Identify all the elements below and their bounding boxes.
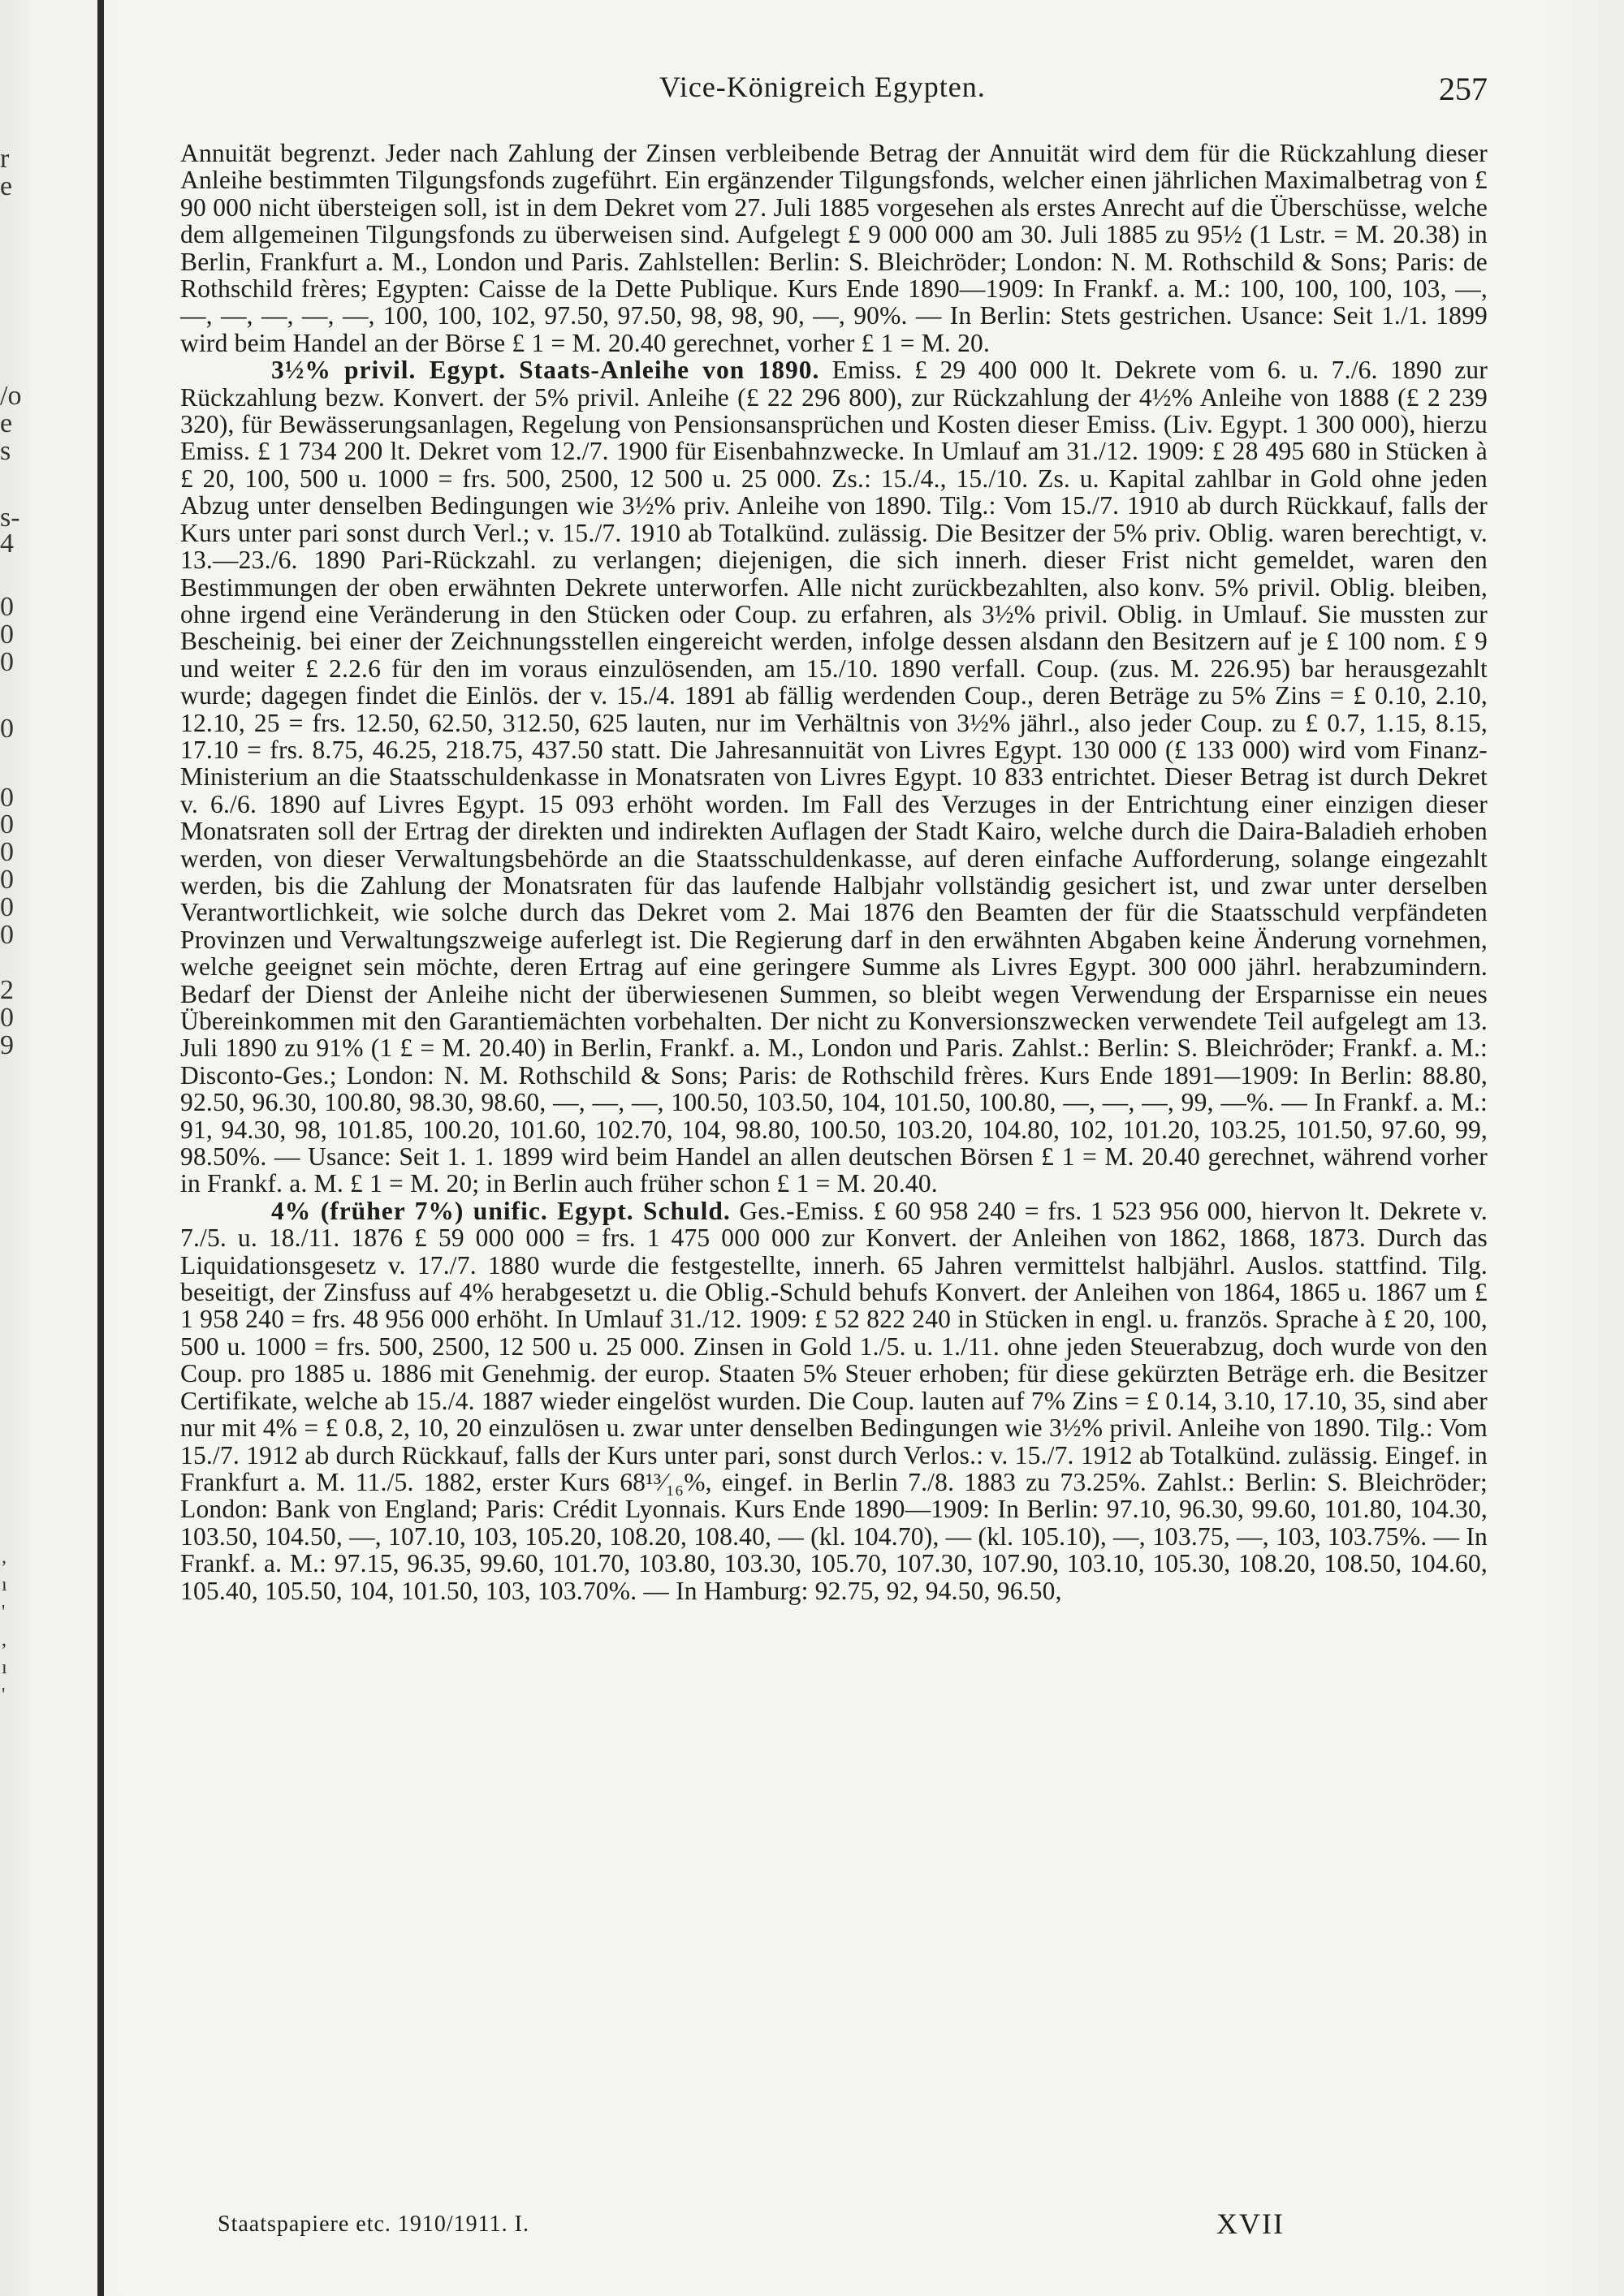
margin-speck: ' <box>2 1685 6 1706</box>
page-header <box>180 70 1488 119</box>
running-head: Vice-Königreich Egypten. <box>659 71 986 103</box>
margin-fragment: 0 <box>0 920 14 950</box>
page-number: 257 <box>1439 71 1488 107</box>
margin-fragment: 0 <box>0 783 14 813</box>
signature-mark: XVII <box>1216 2208 1285 2240</box>
margin-fragment: 0 <box>0 809 14 839</box>
section-title: 3½% privil. Egypt. Staats-Anleihe von 1890. <box>271 356 820 385</box>
paragraph-text: Ges.-Emiss. £ 60 958 240 = frs. 1 523 956 000, hiervon lt. Dekrete v. 7./5. u. 18./11. 1876 £ 59 000 000 = frs. 1 475 000 000 zur Konvert. der Anleihen von 1862, 1868, 1873. Durch das Liquidationsgesetz v. 17./7. 1880 wurde die festgestellte, innerh. 65 Jahren vermittelst halbjährl. Auslos. stattfind. Tilg. beseitigt, der Zinsfuss auf 4% herabgesetzt u. die Oblig.-Schuld behufs Konvert. der Anleihen von 1864, 1865 u. 1867 um £ 1 958 240 = frs. 48 956 000 erhöht. In Umlauf 31./12. 1909: £ 52 822 240 in Stücken in engl. u. französ. Sprache à £ 20, 100, 500 u. 1000 = frs. 500, 2500, 12 500 u. 25 000. Zinsen in Gold 1./5. u. 1./11. ohne jeden Steuerabzug, doch wurde von den Coup. pro 1885 u. 1886 mit Genehmig. der europ. Staaten 5% Steuer erhoben; für diese gekürzten Beträge erh. die Besitzer Certifikate, welche ab 15./4. 1887 wieder eingelöst wurden. Die Coup. lauten auf 7% Zins = £ 0.14, 3.10, 17.10, 35, sind aber nur mit 4% = £ 0.8, 2, 10, 20 einzulösen u. zwar unter denselben Bedingungen wie 3½% privil. Anleihe von 1890. Tilg.: Vom 15./7. 1912 ab durch Rückkauf, falls der Kurs unter pari, sonst durch Verlos.: v. 15./7. 1912 ab Totalkünd. zulässig. Eingef. in Frankfurt a. M. 11./5. 1882, erster Kurs 68¹³⁄₁₆%, eingef. in Berlin 7./8. 1883 zu 73.25%. Zahlst.: Berlin: S. Bleichröder; London: Bank von England; Paris: Crédit Lyonnais. Kurs Ende 1890—1909: In Berlin: 97.10, 96.30, 99.60, 101.80, 104.30, 103.50, 104.50, —, 107.10, 103, 105.20, 108.20, 108.40, — (kl. 104.70), — (kl. 105.10), —, 103.75, —, 103, 103.75%. — In Frankf. a. M.: 97.15, 96.35, 99.60, 101.70, 103.80, 103.30, 105.70, 107.30, 107.90, 103.10, 105.30, 108.20, 108.50, 104.60, 105.40, 105.50, 104, 101.50, 103, 103.70%. — In Hamburg: 92.75, 92, 94.50, 96.50, <box>180 1196 1488 1605</box>
body-text <box>180 140 1488 1604</box>
adjacent-page-margin <box>0 0 32 2296</box>
margin-fragment: r <box>0 144 10 174</box>
margin-fragment: e <box>0 171 13 201</box>
margin-fragment: 0 <box>0 592 14 622</box>
paragraph-text: Emiss. £ 29 400 000 lt. Dekrete vom 6. u. 7./6. 1890 zur Rückzahlung bezw. Konvert. der 5% privil. Anleihe (£ 22 296 800), zur Rückzahlung der 4½% Anleihe von 1888 (£ 2 239 320), für Bewässerungsanlagen, Regelung von Pensionsansprüchen und Kosten dieser Emiss. (Liv. Egypt. 1 300 000), hierzu Emiss. £ 1 734 200 lt. Dekret vom 12./7. 1900 für Eisenbahnzwecke. In Umlauf am 31./12. 1909: £ 28 495 680 in Stücken à £ 20, 100, 500 u. 1000 = frs. 500, 2500, 12 500 u. 25 000. Zs.: 15./4., 15./10. Zs. u. Kapital zahlbar in Gold ohne jeden Abzug unter denselben Bedingungen wie 3½% priv. Anleihe von 1890. Tilg.: Vom 15./7. 1910 ab durch Rückkauf, falls der Kurs unter pari sonst durch Verl.; v. 15./7. 1910 ab Totalkünd. zulässig. Die Besitzer der 5% priv. Oblig. waren berechtigt, v. 13.—23./6. 1890 Pari-Rückzahl. zu verlangen; diejenigen, die sich innerh. dieser Frist nicht gemeldet, waren den Bestimmungen der oben erwähnten Dekrete unterworfen. Alle nicht zurückbezahlten, also konv. 5% privil. Oblig. bleiben, ohne irgend eine Veränderung in den Stücken oder Coup. zu erfahren, als 3½% privil. Oblig. in Umlauf. Sie mussten zur Bescheinig. bei einer der Zeichnungsstellen eingereicht werden, infolge dessen alsdann den Besitzern auf je £ 100 nom. £ 9 und weiter £ 2.2.6 für den im voraus einzulösenden, am 15./10. 1890 verfall. Coup. (zus. M. 226.95) bar herausgezahlt wurde; dagegen findet die Einlös. der v. 15./4. 1891 ab fällig werdenden Coup., deren Beträge zu 5% Zins = £ 0.10, 2.10, 12.10, 25 = frs. 12.50, 62.50, 312.50, 625 lauten, nur im Verhältnis von 3½% jährl., also jeder Coup. zu £ 0.7, 1.15, 8.15, 17.10 = frs. 8.75, 46.25, 218.75, 437.50 statt. Die Jahresannuität von Livres Egypt. 130 000 (£ 133 000) wird vom Finanz-Ministerium an die Staatsschuldenkasse in Monatsraten von Livres Egypt. 10 833 entrichtet. Dieser Betrag ist durch Dekret v. 6./6. 1890 auf Livres Egypt. 15 093 erhöht worden. Im Fall des Verzuges in der Entrichtung einer einzigen dieser Monatsraten soll der Ertrag der direkten und indirekten Auflagen der Stadt Kairo, welche durch die Daira-Baladieh erhoben werden, von dieser Verwaltungsbehörde an die Staatsschuldenkasse, auf deren einfache Aufforderung, solange eingezahlt werden, bis die Zahlung der Monatsraten für das laufende Halbjahr vollständig gesichert ist, und zwar unter derselben Verantwortlichkeit, wie solche durch das Dekret vom 2. Mai 1876 den Beamten der für die Staatsschuld verpfändeten Provinzen und Verwaltungszweige auferlegt ist. Die Regierung darf in den erwähnten Abgaben keine Änderung vornehmen, welche geeignet sein möchte, deren Ertrag auf eine geringere Summe als Livres Egypt. 300 000 jährl. herabzumindern. Bedarf der Dienst der Anleihe nicht der überwiesenen Summen, so bleibt wegen Verwendung der Ersparnisse ein neues Übereinkommen mit den Garantiemächten vorbehalten. Der nicht zu Konversionszwecken verwendete Teil aufgelegt am 13. Juli 1890 zu 91% (1 £ = M. 20.40) in Berlin, Frankf. a. M., London und Paris. Zahlst.: Berlin: S. Bleichröder; Frankf. a. M.: Disconto-Ges.; London: N. M. Rothschild & Sons; Paris: de Rothschild frères. Kurs Ende 1891—1909: In Berlin: 88.80, 92.50, 96.30, 100.80, 98.30, 98.60, —, —, —, 100.50, 103.50, 104, 101.50, 100.80, —, —, —, 99, —%. — In Frankf. a. M.: 91, 94.30, 98, 101.85, 100.20, 101.60, 102.70, 104, 98.80, 100.50, 103.20, 104.80, 102, 101.20, 103.25, 101.50, 97.60, 99, 98.50%. — Usance: Seit 1. 1. 1899 wird beim Handel an allen deutschen Börsen £ 1 = M. 20.40 gerechnet, während vorher in Frankf. a. M. £ 1 = M. 20; in Berlin auch früher schon £ 1 = M. 20.40. <box>180 356 1488 1198</box>
margin-fragment: 0 <box>0 837 14 867</box>
margin-fragment: e <box>0 408 13 438</box>
margin-fragment: 4 <box>0 529 14 559</box>
margin-fragment: /o <box>0 381 22 411</box>
margin-fragment: 0 <box>0 619 14 650</box>
paragraph <box>180 140 1488 356</box>
margin-speck: , <box>2 1629 6 1651</box>
section-title: 4% (früher 7%) unific. Egypt. Schuld. <box>271 1196 731 1225</box>
margin-fragment: s <box>0 436 11 466</box>
margin-fragment: 9 <box>0 1030 14 1060</box>
margin-speck: , <box>2 1547 6 1568</box>
paragraph <box>180 356 1488 1198</box>
page-footer <box>218 2207 1338 2247</box>
margin-fragment: s- <box>0 503 20 533</box>
binding-gutter-line <box>97 0 104 2296</box>
margin-fragment: 0 <box>0 1003 14 1033</box>
margin-speck: ı <box>2 1574 7 1595</box>
margin-fragment: 0 <box>0 892 14 922</box>
margin-fragment: 2 <box>0 975 14 1005</box>
margin-speck: ' <box>2 1602 6 1623</box>
footer-imprint: Staatspapiere etc. 1910/1911. I. <box>218 2212 529 2237</box>
paragraph <box>180 1198 1488 1604</box>
paragraph-text: Annuität begrenzt. Jeder nach Zahlung der Zinsen verbleibende Betrag der Annuität wird dem für die Rückzahlung dieser Anleihe bestimmten Tilgungsfonds zugeführt. Ein ergänzender Tilgungsfonds, welcher einen jährlichen Maximalbetrag von £ 90 000 nicht übersteigen soll, ist in dem Dekret vom 27. Juli 1885 vorgesehen als erstes Anrecht auf die Überschüsse, welche dem allgemeinen Tilgungsfonds zu überweisen sind. Aufgelegt £ 9 000 000 am 30. Juli 1885 zu 95½ (1 Lstr. = M. 20.38) in Berlin, Frankfurt a. M., London und Paris. Zahlstellen: Berlin: S. Bleichröder; London: N. M. Rothschild & Sons; Paris: de Rothschild frères; Egypten: Caisse de la Dette Publique. Kurs Ende 1890—1909: In Frankf. a. M.: 100, 100, 100, 103, —, —, —, —, —, —, 100, 100, 102, 97.50, 97.50, 98, 98, 90, —, 90%. — In Berlin: Stets gestrichen. Usance: Seit 1./1. 1899 wird beim Handel an der Börse £ 1 = M. 20.40 gerechnet, vorher £ 1 = M. 20. <box>180 139 1488 357</box>
margin-fragment: 0 <box>0 714 14 744</box>
margin-speck: ı <box>2 1657 7 1678</box>
margin-fragment: 0 <box>0 647 14 677</box>
margin-fragment: 0 <box>0 865 14 895</box>
